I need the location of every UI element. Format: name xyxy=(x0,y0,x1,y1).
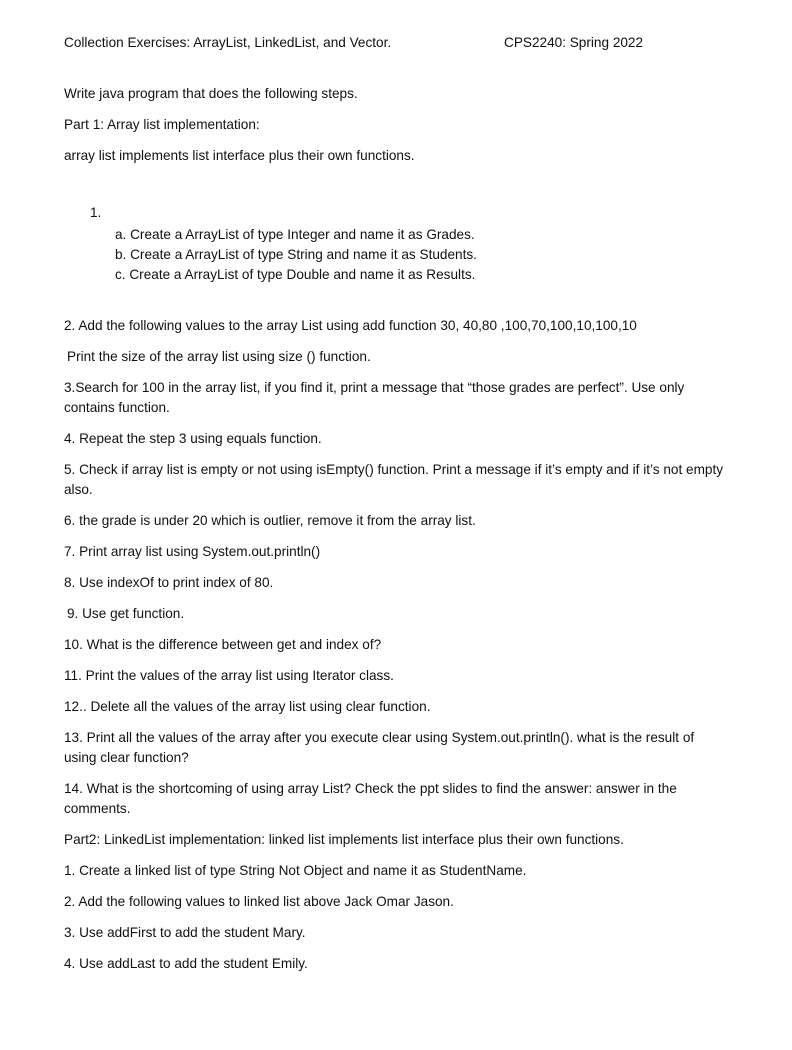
intro-text: Write java program that does the following steps. xyxy=(64,86,358,101)
step1-number: 1. xyxy=(90,205,102,220)
step8-text: 8. Use indexOf to print index of 80. xyxy=(64,575,274,590)
part2-title: Part2: LinkedList implementation: linked list implements list interface plus their own functions. xyxy=(64,832,624,847)
page-header xyxy=(64,33,728,53)
step5-text: 5. Check if array list is empty or not using isEmpty() function. Print a message if it’s empty and if it’s not empty also. xyxy=(64,462,724,497)
step4-text: 4. Repeat the step 3 using equals function. xyxy=(64,431,322,446)
step11-text: 11. Print the values of the array list using Iterator class. xyxy=(64,668,394,683)
step2-text: 2. Add the following values to the array List using add function 30, 40,80 ,100,70,100,10,100,10 xyxy=(64,318,637,333)
step14-text: 14. What is the shortcoming of using array List? Check the ppt slides to find the answer: answer in the comments. xyxy=(64,781,677,816)
step12-text: 12.. Delete all the values of the array list using clear function. xyxy=(64,699,431,714)
header-course: CPS2240: Spring 2022 xyxy=(504,35,644,50)
step3-text: 3.Search for 100 in the array list, if you find it, print a message that “those grades are perfect”. Use only contains function. xyxy=(64,380,685,415)
step9-text: 9. Use get function. xyxy=(67,606,185,621)
step7-text: 7. Print array list using System.out.println() xyxy=(64,544,321,559)
step6-text: 6. the grade is under 20 which is outlier, remove it from the array list. xyxy=(64,513,476,528)
step13-text: 13. Print all the values of the array after you execute clear using System.out.println(). what is the result of using clear function? xyxy=(64,730,695,765)
part2-step3-text: 3. Use addFirst to add the student Mary. xyxy=(64,925,306,940)
part1-description: array list implements list interface plus their own functions. xyxy=(64,148,415,163)
part2-step1-text: 1. Create a linked list of type String Not Object and name it as StudentName. xyxy=(64,863,527,878)
part2-step2-text: 2. Add the following values to linked list above Jack Omar Jason. xyxy=(64,894,454,909)
step1-item-b: b. Create a ArrayList of type String and name it as Students. xyxy=(115,247,477,262)
document-body xyxy=(64,84,724,974)
step1-sublist xyxy=(64,225,724,285)
part1-title: Part 1: Array list implementation: xyxy=(64,117,260,132)
part2-step4-text: 4. Use addLast to add the student Emily. xyxy=(64,956,308,971)
step2b-text: Print the size of the array list using size () function. xyxy=(67,349,371,364)
step1-item-a: a. Create a ArrayList of type Integer and name it as Grades. xyxy=(115,227,475,242)
header-title: Collection Exercises: ArrayList, LinkedList, and Vector. xyxy=(64,35,392,50)
step1-item-c: c. Create a ArrayList of type Double and name it as Results. xyxy=(115,267,476,282)
step10-text: 10. What is the difference between get and index of? xyxy=(64,637,382,652)
